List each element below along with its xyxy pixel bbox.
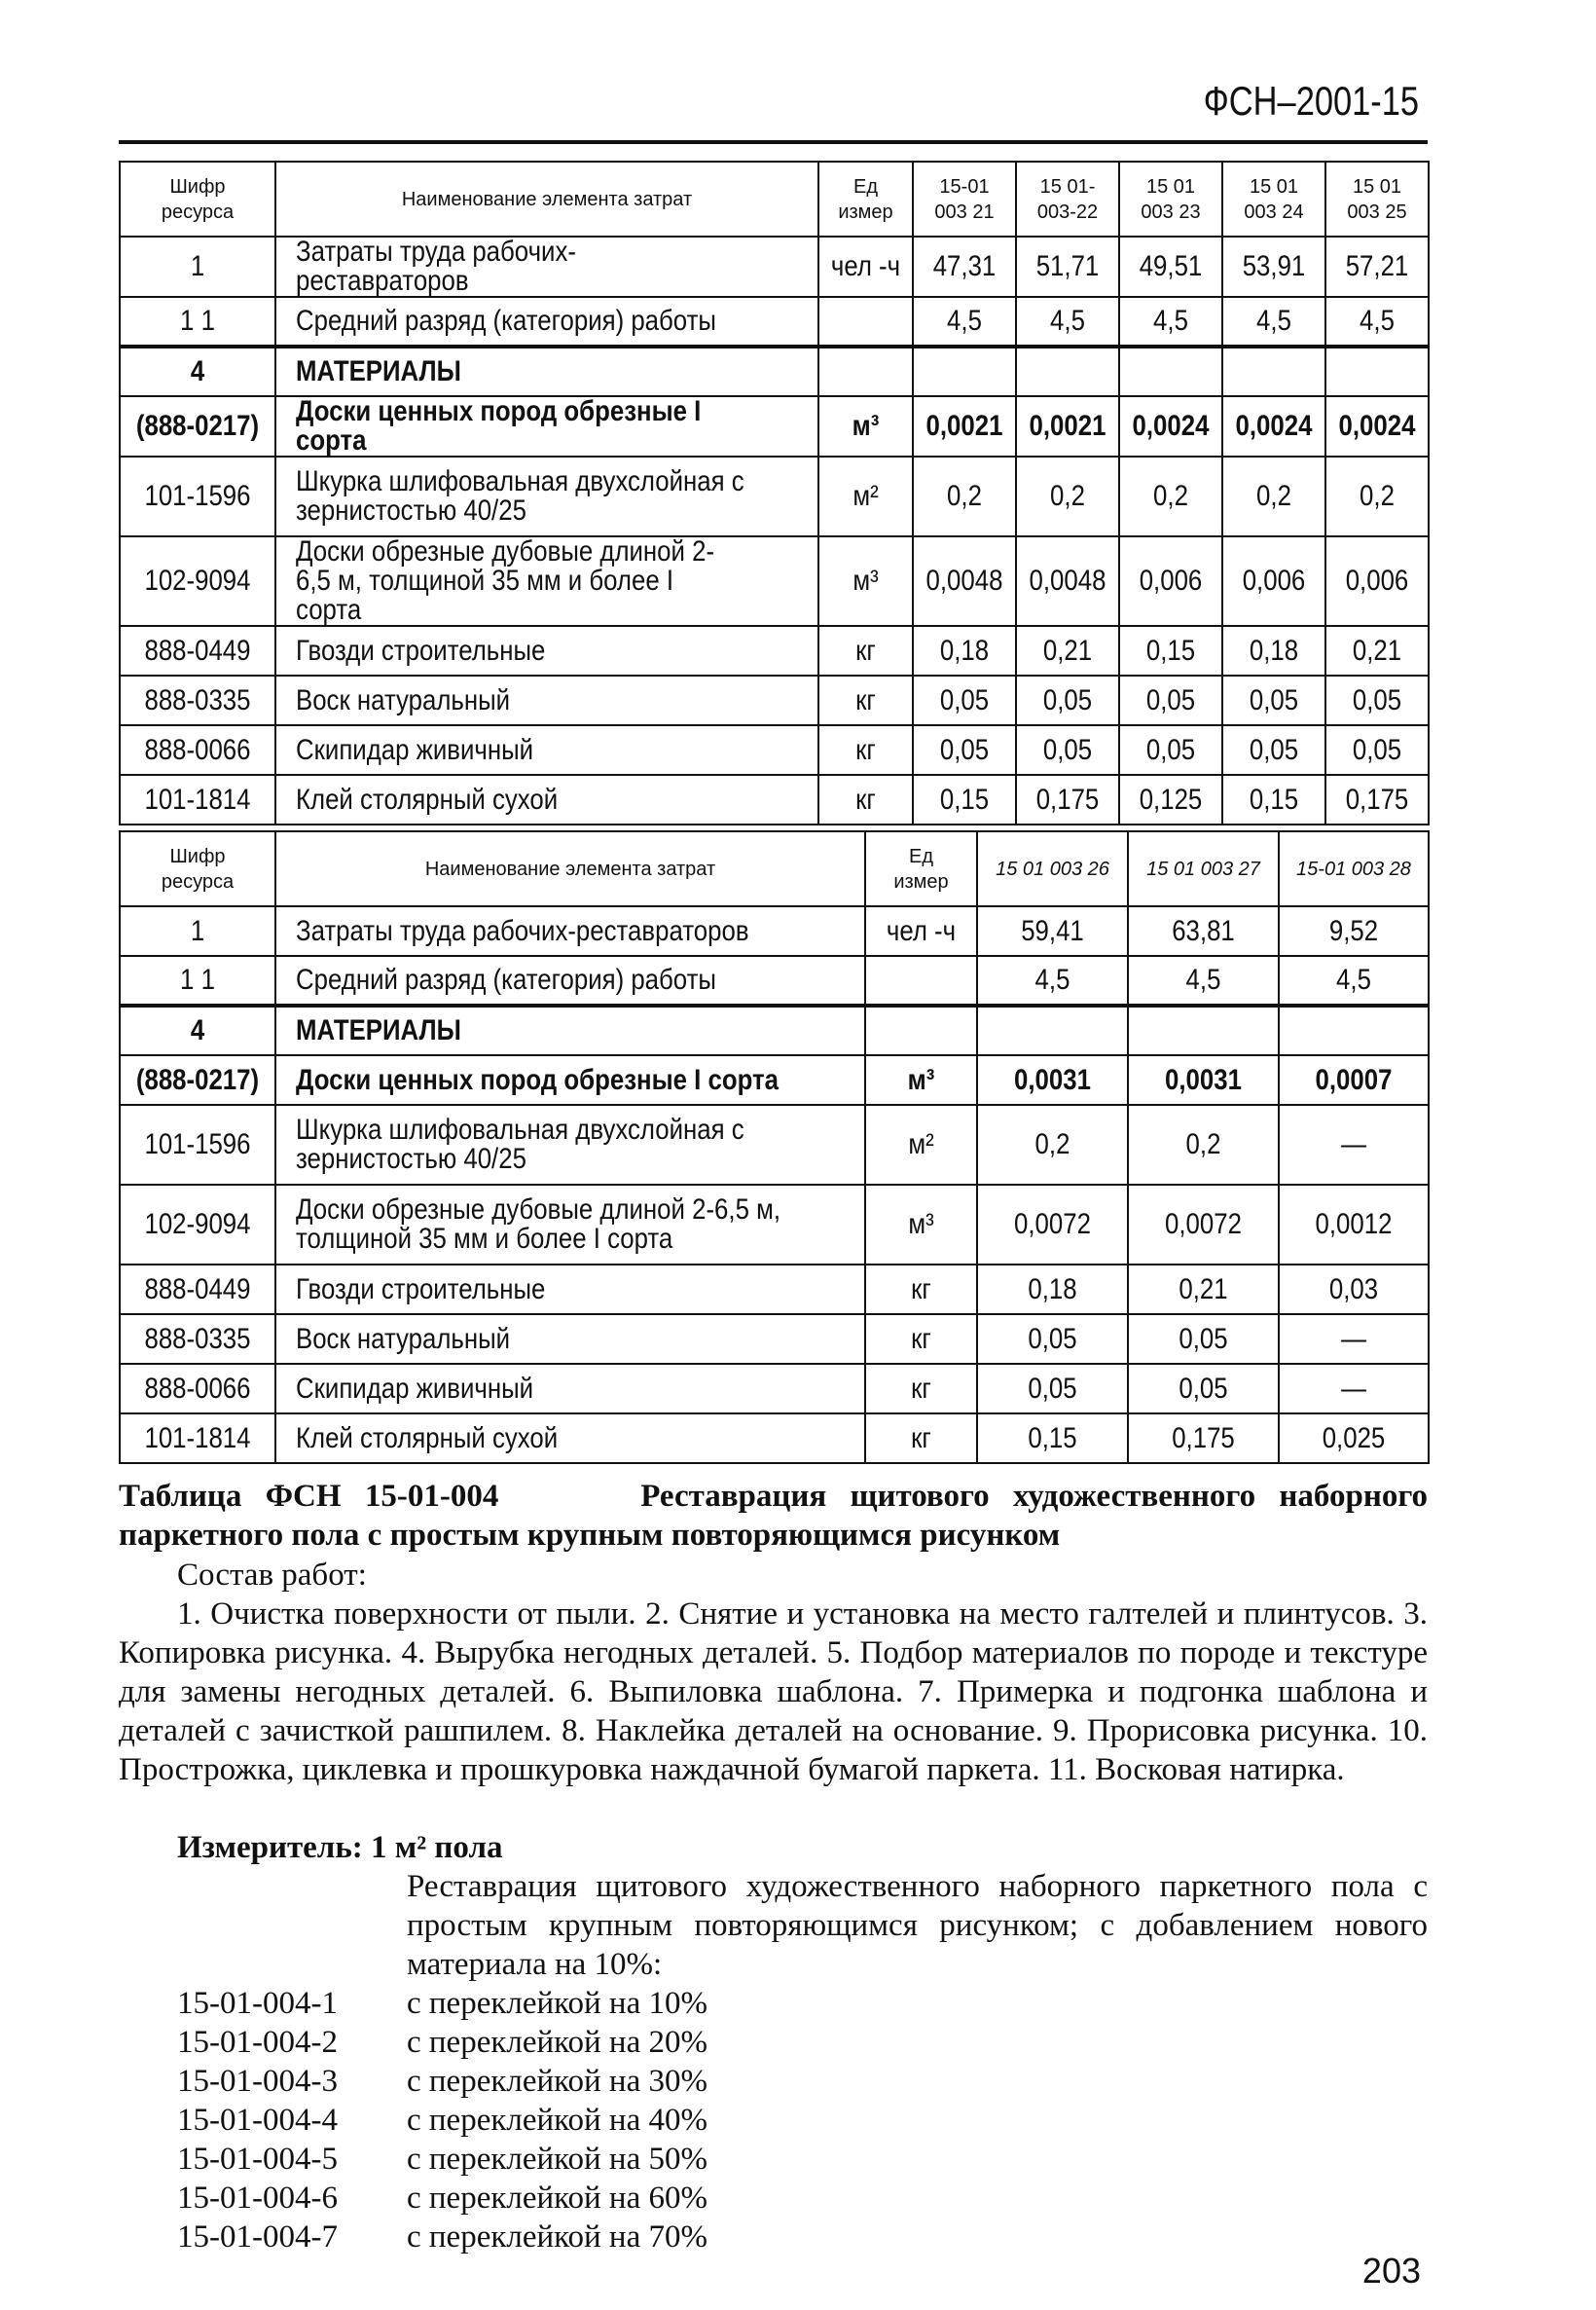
norm-value-cell: 0,006 [1222, 536, 1325, 626]
table-header-row [120, 162, 1429, 237]
norm-code: 15-01-004-4 [177, 2103, 338, 2138]
norm-value-cell: 0,0021 [1016, 396, 1119, 457]
table-row [120, 1006, 1429, 1055]
norm-code: 15-01-004-3 [177, 2064, 338, 2099]
norm-value-cell: 4,5 [977, 956, 1128, 1006]
table-row [120, 956, 1429, 1006]
composition-text: 1. Очистка поверхности от пыли. 2. Снятие и установка на место галтелей и плинтусов. 3. Копировка рисунка. 4. Вырубка негодных деталей. 5. Подбор материалов по породе и текстуре для замены негодных деталей. 6. Выпиловка шаблона. 7. Примерка и подгонка шаблона и деталей с зачисткой рашпилем. 8. Наклейка деталей на основание. 9. Прорисовка рисунка. 10. Прострожка, циклевка и прошкуровка наждачной бумагой паркета. 11. Восковая натирка. [119, 1596, 1428, 1787]
cost-element-name-cell: Доски обрезные дубовые длиной 2-6,5 м, толщиной 35 мм и более I сорта [275, 536, 818, 626]
norm-value-cell [1128, 1006, 1279, 1055]
norm-value-cell: 0,125 [1119, 775, 1222, 825]
table-row [120, 626, 1429, 676]
unit-cell: кг [818, 775, 913, 825]
norm-value-cell: 0,05 [1222, 725, 1325, 775]
composition-heading: Состав работ: [177, 1558, 367, 1593]
section-caption [119, 1477, 1428, 1555]
norm-value-cell: 51,71 [1016, 237, 1119, 297]
norm-value-cell: 0,0012 [1279, 1185, 1429, 1265]
column-header-norm: 15 01 003 24 [1222, 162, 1325, 237]
norm-value-cell: 0,0072 [1128, 1185, 1279, 1265]
norm-value-cell: 0,05 [1222, 676, 1325, 725]
unit-cell [818, 347, 913, 396]
norm-value-cell: 0,18 [1222, 626, 1325, 676]
column-header-unit: Ед измер [818, 162, 913, 237]
resource-code-cell: 1 1 [120, 297, 275, 347]
table-row [120, 457, 1429, 536]
norm-value-cell: 0,05 [1119, 725, 1222, 775]
unit-cell: чел -ч [818, 237, 913, 297]
table-row [120, 1413, 1429, 1463]
column-header-name: Наименование элемента затрат [275, 162, 818, 237]
norm-value-cell: 0,2 [1119, 457, 1222, 536]
resource-code-cell: 102-9094 [120, 536, 275, 626]
measure-unit: Измеритель: 1 м² пола [177, 1830, 503, 1865]
norm-value-cell: 0,0024 [1119, 396, 1222, 457]
norm-value-cell: 0,18 [977, 1265, 1128, 1314]
table-row [120, 1185, 1429, 1265]
norm-value-cell: 0,05 [1325, 676, 1429, 725]
resource-code-cell: 888-0066 [120, 725, 275, 775]
resource-code-cell: 4 [120, 1006, 275, 1055]
norm-value-cell: 0,006 [1119, 536, 1222, 626]
norm-value-cell: 0,175 [1325, 775, 1429, 825]
norm-item [177, 2023, 707, 2062]
norm-value-cell: 0,15 [977, 1413, 1128, 1463]
norm-code: 15-01-004-5 [177, 2142, 338, 2177]
cost-element-name-cell: Воск натуральный [275, 676, 818, 725]
cost-element-name-cell: МАТЕРИАЛЫ [275, 1006, 865, 1055]
cost-element-name-cell: МАТЕРИАЛЫ [275, 347, 818, 396]
table-row [120, 396, 1429, 457]
norm-value-cell [913, 347, 1016, 396]
cost-element-name-cell: Гвозди строительные [275, 1265, 865, 1314]
norm-value-cell: 0,2 [1128, 1105, 1279, 1185]
unit-cell: кг [865, 1364, 977, 1413]
norm-value-cell: 0,05 [1325, 725, 1429, 775]
norm-value-cell: 0,2 [1222, 457, 1325, 536]
unit-cell: кг [865, 1413, 977, 1463]
norm-item [177, 2179, 707, 2218]
unit-cell: м³ [865, 1055, 977, 1105]
column-header-norm: 15-01 003 21 [913, 162, 1016, 237]
cost-element-name-cell: Доски ценных пород обрезные I сорта [275, 1055, 865, 1105]
norm-value-cell: 47,31 [913, 237, 1016, 297]
column-header-norm: 15 01 003 25 [1325, 162, 1429, 237]
norm-value-cell: 0,2 [977, 1105, 1128, 1185]
norm-value-cell: 0,0007 [1279, 1055, 1429, 1105]
table-row [120, 1055, 1429, 1105]
norm-value-cell: 0,03 [1279, 1265, 1429, 1314]
norm-value-cell: 0,18 [913, 626, 1016, 676]
norm-value-cell: 0,0031 [1128, 1055, 1279, 1105]
norm-value-cell: — [1279, 1314, 1429, 1364]
norm-lead-text: Реставрация щитового художественного наборного паркетного пола с простым крупным повторяющимся рисунком; с добавлением нового материала на 10%: [407, 1869, 1428, 1982]
table-row [120, 1265, 1429, 1314]
resource-code-cell: 101-1596 [120, 1105, 275, 1185]
norm-value-cell: 0,0031 [977, 1055, 1128, 1105]
table-row [120, 237, 1429, 297]
norm-value-cell: 0,05 [1016, 725, 1119, 775]
norm-value-cell: 0,175 [1016, 775, 1119, 825]
norm-text: с переклейкой на 70% [407, 2219, 707, 2255]
norm-value-cell [1222, 347, 1325, 396]
norm-item [177, 2101, 707, 2140]
unit-cell: м³ [865, 1185, 977, 1265]
norm-value-cell: 0,0072 [977, 1185, 1128, 1265]
table-header-row [120, 831, 1429, 906]
norm-value-cell: 0,15 [913, 775, 1016, 825]
norm-item [177, 1984, 707, 2023]
norm-text: с переклейкой на 20% [407, 2025, 707, 2060]
column-header-code: Шифр ресурса [120, 162, 275, 237]
cost-element-name-cell: Гвозди строительные [275, 626, 818, 676]
cost-element-name-cell: Затраты труда рабочих-реставраторов [275, 237, 818, 297]
column-header-norm: 15-01 003 28 [1279, 831, 1429, 906]
norm-value-cell: 0,2 [1325, 457, 1429, 536]
norm-value-cell: 0,15 [1119, 626, 1222, 676]
unit-cell: м² [865, 1105, 977, 1185]
norm-value-cell: 0,21 [1325, 626, 1429, 676]
norm-value-cell: 0,05 [1119, 676, 1222, 725]
resource-code-cell: 4 [120, 347, 275, 396]
norm-value-cell [1119, 347, 1222, 396]
unit-cell [818, 297, 913, 347]
cost-element-name-cell: Средний разряд (категория) работы [275, 297, 818, 347]
norm-value-cell: — [1279, 1105, 1429, 1185]
column-header-code: Шифр ресурса [120, 831, 275, 906]
resource-code-cell: 1 [120, 906, 275, 956]
unit-cell: кг [865, 1265, 977, 1314]
norm-code: 15-01-004-7 [177, 2219, 338, 2255]
resource-code-cell: 888-0449 [120, 626, 275, 676]
column-header-norm: 15 01 003 26 [977, 831, 1128, 906]
norm-value-cell: 0,05 [1128, 1364, 1279, 1413]
norm-value-cell: 4,5 [1279, 956, 1429, 1006]
table-tag: Таблица ФСН 15-01-004 [119, 1479, 499, 1514]
norm-value-cell: 4,5 [1325, 297, 1429, 347]
norm-value-cell: 0,2 [1016, 457, 1119, 536]
unit-cell: кг [818, 725, 913, 775]
resource-code-cell: 888-0066 [120, 1364, 275, 1413]
document-code: ФСН–2001-15 [1203, 78, 1419, 124]
cost-element-name-cell: Шкурка шлифовальная двухслойная с зернистостью 40/25 [275, 457, 818, 536]
norm-value-cell: 0,05 [913, 725, 1016, 775]
section-title: Реставрация щитового художественного наборного паркетного пола с простым крупным повторяющимся рисунком [119, 1479, 1429, 1553]
resource-code-cell: 101-1814 [120, 775, 275, 825]
norm-value-cell [1325, 347, 1429, 396]
norm-value-cell: 0,21 [1016, 626, 1119, 676]
norm-value-cell: 0,15 [1222, 775, 1325, 825]
norm-value-cell: 53,91 [1222, 237, 1325, 297]
unit-cell [865, 956, 977, 1006]
unit-cell: м² [818, 457, 913, 536]
norm-text: с переклейкой на 40% [407, 2103, 707, 2138]
norm-value-cell: 0,0048 [1016, 536, 1119, 626]
norm-value-cell: 4,5 [1016, 297, 1119, 347]
table-row [120, 1105, 1429, 1185]
norm-value-cell: — [1279, 1364, 1429, 1413]
resource-code-cell: 1 [120, 237, 275, 297]
norm-text: с переклейкой на 30% [407, 2064, 707, 2099]
norm-value-cell: 4,5 [1128, 956, 1279, 1006]
column-header-norm: 15 01- 003-22 [1016, 162, 1119, 237]
unit-cell: кг [818, 626, 913, 676]
norm-code: 15-01-004-1 [177, 1986, 338, 2021]
resource-table-1 [119, 161, 1430, 825]
table-row [120, 536, 1429, 626]
resource-code-cell: (888-0217) [120, 1055, 275, 1105]
norm-value-cell: 9,52 [1279, 906, 1429, 956]
norm-value-cell: 0,2 [913, 457, 1016, 536]
cost-element-name-cell: Воск натуральный [275, 1314, 865, 1364]
unit-cell [865, 1006, 977, 1055]
norm-value-cell: 0,175 [1128, 1413, 1279, 1463]
norm-value-cell: 0,05 [977, 1364, 1128, 1413]
norm-value-cell: 49,51 [1119, 237, 1222, 297]
resource-code-cell: 888-0335 [120, 1314, 275, 1364]
table-row [120, 1314, 1429, 1364]
norm-value-cell: 0,0024 [1325, 396, 1429, 457]
column-header-norm: 15 01 003 23 [1119, 162, 1222, 237]
norm-text: с переклейкой на 60% [407, 2181, 707, 2216]
cost-element-name-cell: Доски обрезные дубовые длиной 2-6,5 м, толщиной 35 мм и более I сорта [275, 1185, 865, 1265]
norm-value-cell [1279, 1006, 1429, 1055]
norm-list [177, 1984, 707, 2256]
table-row [120, 297, 1429, 347]
norm-value-cell: 57,21 [1325, 237, 1429, 297]
resource-code-cell: 101-1814 [120, 1413, 275, 1463]
norm-item [177, 2140, 707, 2179]
norm-value-cell: 4,5 [1119, 297, 1222, 347]
norm-value-cell: 0,21 [1128, 1265, 1279, 1314]
table-2-body [120, 906, 1429, 1463]
cost-element-name-cell: Скипидар живичный [275, 1364, 865, 1413]
table-row [120, 775, 1429, 825]
norm-value-cell: 0,05 [1016, 676, 1119, 725]
table-row [120, 676, 1429, 725]
norm-value-cell: 4,5 [913, 297, 1016, 347]
norm-value-cell: 0,0021 [913, 396, 1016, 457]
resource-code-cell: 102-9094 [120, 1185, 275, 1265]
cost-element-name-cell: Доски ценных пород обрезные I сорта [275, 396, 818, 457]
norm-item [177, 2062, 707, 2101]
norm-value-cell: 59,41 [977, 906, 1128, 956]
resource-code-cell: 101-1596 [120, 457, 275, 536]
column-header-unit: Ед измер [865, 831, 977, 906]
norm-item [177, 2218, 707, 2256]
norm-value-cell [1016, 347, 1119, 396]
norm-value-cell: 4,5 [1222, 297, 1325, 347]
norm-value-cell: 63,81 [1128, 906, 1279, 956]
cost-element-name-cell: Средний разряд (категория) работы [275, 956, 865, 1006]
norm-value-cell: 0,006 [1325, 536, 1429, 626]
table-row [120, 906, 1429, 956]
cost-element-name-cell: Шкурка шлифовальная двухслойная с зернистостью 40/25 [275, 1105, 865, 1185]
norm-code: 15-01-004-6 [177, 2181, 338, 2216]
column-header-name: Наименование элемента затрат [275, 831, 865, 906]
table-1-body [120, 237, 1429, 825]
unit-cell: кг [865, 1314, 977, 1364]
resource-code-cell: 1 1 [120, 956, 275, 1006]
norm-value-cell: 0,025 [1279, 1413, 1429, 1463]
cost-element-name-cell: Затраты труда рабочих-реставраторов [275, 906, 865, 956]
cost-element-name-cell: Скипидар живичный [275, 725, 818, 775]
norm-value-cell: 0,05 [913, 676, 1016, 725]
norm-value-cell: 0,05 [1128, 1314, 1279, 1364]
resource-code-cell: (888-0217) [120, 396, 275, 457]
column-header-norm: 15 01 003 27 [1128, 831, 1279, 906]
resource-table-2 [119, 830, 1430, 1464]
cost-element-name-cell: Клей столярный сухой [275, 1413, 865, 1463]
unit-cell: кг [818, 676, 913, 725]
table-row [120, 1364, 1429, 1413]
unit-cell: м³ [818, 536, 913, 626]
norm-text: с переклейкой на 10% [407, 1986, 707, 2021]
unit-cell: чел -ч [865, 906, 977, 956]
resource-code-cell: 888-0335 [120, 676, 275, 725]
norm-value-cell: 0,05 [977, 1314, 1128, 1364]
cost-element-name-cell: Клей столярный сухой [275, 775, 818, 825]
page-number: 203 [1361, 2251, 1421, 2291]
norm-value-cell [977, 1006, 1128, 1055]
table-row [120, 347, 1429, 396]
header-rule [119, 140, 1428, 144]
unit-cell: м³ [818, 396, 913, 457]
norm-value-cell: 0,0048 [913, 536, 1016, 626]
norm-text: с переклейкой на 50% [407, 2142, 707, 2177]
norm-value-cell: 0,0024 [1222, 396, 1325, 457]
table-row [120, 725, 1429, 775]
norm-code: 15-01-004-2 [177, 2025, 338, 2060]
resource-code-cell: 888-0449 [120, 1265, 275, 1314]
